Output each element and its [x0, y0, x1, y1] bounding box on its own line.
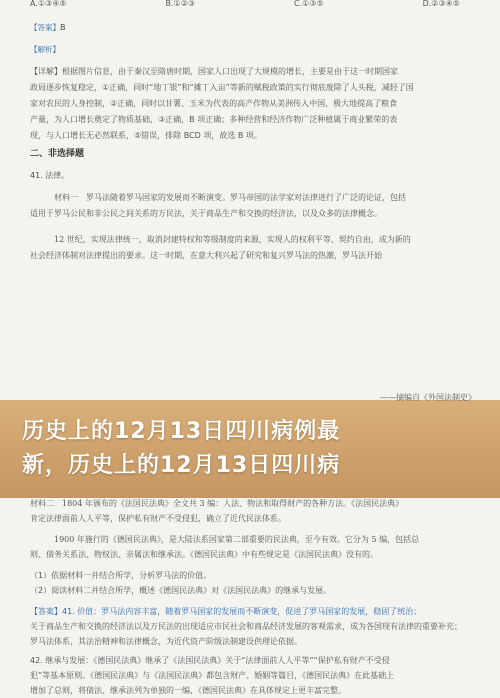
- option-b: B.①②③: [165, 0, 196, 8]
- option-d: D.②③④⑤: [422, 0, 460, 8]
- material-line: 材料一 罗马法随着罗马国家的发展而不断演变。罗马帝国的法学家对法律进行了广泛的论证，包括: [54, 193, 406, 202]
- option-c: C.①③⑤: [293, 0, 324, 8]
- explanation-line: 家对农民的人身控制，②正确，同时以甘薯、玉米为代表的高产作物从美洲传入中国，极大地提高了粮食: [30, 99, 398, 108]
- answer-value: B: [60, 23, 66, 32]
- source-note: ——摘编自《外国法制史》: [380, 393, 476, 402]
- analysis-heading: [30, 42, 476, 58]
- material-line: 1900 年施行的《德国民法典》，是大陆法系国家第二部重要的民法典，至今有效。它分为 5 编，包括总: [54, 535, 420, 544]
- answer-41-line: 罗马法体系，其法治精神和法律概念，为近代资产阶级法制建设供理论依据。: [30, 637, 302, 646]
- title-banner: [0, 400, 500, 498]
- answer-41-line: 关于商品生产和交换的经济法以及万民法的出现适应市民社会和商品经济发展的客观需求，成为各国现有法律的重要补充；: [30, 622, 462, 631]
- materials-two: [30, 499, 476, 698]
- section-heading: 二、非选择题: [30, 149, 85, 159]
- answer-42-line: 42. 继承与发展：《德国民法典》继承了《法国民法典》关于“法律面前人人平等”“保护私有财产不受侵: [30, 656, 390, 665]
- material-line: 12 世纪，实现法律统一，取消封建特权和等级制度的来源，实现人的权利平等、契约自由，成为新的: [54, 235, 411, 244]
- explanation-block: [30, 64, 476, 144]
- answer-options: [30, 0, 460, 12]
- material-line: 材料二 1804 年颁布的《法国民法典》全文共 3 编：人法、物法和取得财产的各种方法。《法国民法典》: [30, 499, 404, 508]
- question-label: 41. 法律。: [30, 171, 70, 180]
- task-2: （2）阅读材料二并结合所学，概述《德国民法典》对《法国民法典》的继承与发展。: [30, 586, 332, 595]
- answer-42-line: 增加了总则，将债法、继承法列为单独的一编，《德国民法典》在具体规定上更丰富完整。: [30, 686, 346, 695]
- material-line: 肯定法律面前人人平等，保护私有财产不受侵犯，确立了近代民法体系。: [30, 514, 286, 523]
- material-one-cont: [30, 232, 476, 264]
- answer-line: [30, 20, 476, 36]
- explanation-line: 现，与人口增长无必然联系，⑤错误，排除 BCD 项，故选 B 项。: [30, 131, 262, 140]
- material-line: 则、债务关系法、物权法、亲属法和继承法。《德国民法典》中有些规定是《法国民法典》没有的。: [30, 550, 378, 559]
- answer-41-line: 【答案】41. 价值：罗马法内容丰富，随着罗马国家的发展而不断演变，促进了罗马国家的发展，稳固了统治；: [30, 607, 422, 616]
- explanation-line: 【详解】根据图片信息，由于秦汉至隋唐时期，国家人口出现了大规模的增长，主要是由于这一时期国家: [30, 67, 398, 76]
- answer-tag: 【答案】: [30, 23, 60, 32]
- explanation-line: 产量，为人口增长奠定了物质基础，③正确，B 项正确；多种经营和经济作物广泛种植属于商业繁荣的表: [30, 115, 398, 124]
- banner-title-line-1: 历史上的12月13日四川病例最: [22, 419, 341, 444]
- answer-42-line: 犯”等基本原则。《德国民法典》与《法国民法典》都包含财产、婚姻等篇目，《德国民法典》在此基础上: [30, 671, 395, 680]
- material-one: [30, 190, 476, 222]
- explanation-line: 政局逐步恢复稳定，①正确，同时“地丁银”和“摊丁入亩”等新的赋税政策的实行彻底废除了人头税，减轻了国: [30, 83, 414, 92]
- banner-title-line-2: 新，历史上的12月13日四川病: [22, 453, 341, 478]
- material-line: 社会经济体制对法律提出的要求。这一时期，在意大利兴起了研究和复兴罗马法的热潮，罗马法开始: [30, 251, 382, 260]
- material-line: 适用于罗马公民和非公民之间关系的万民法，关于商品生产和交换的经济法，以及众多的法律概念。: [30, 209, 382, 218]
- option-a: A.①③④⑤: [30, 0, 67, 8]
- analysis-tag: 【解析】: [30, 45, 60, 54]
- task-1: （1）依据材料一并结合所学，分析罗马法的价值。: [30, 571, 212, 580]
